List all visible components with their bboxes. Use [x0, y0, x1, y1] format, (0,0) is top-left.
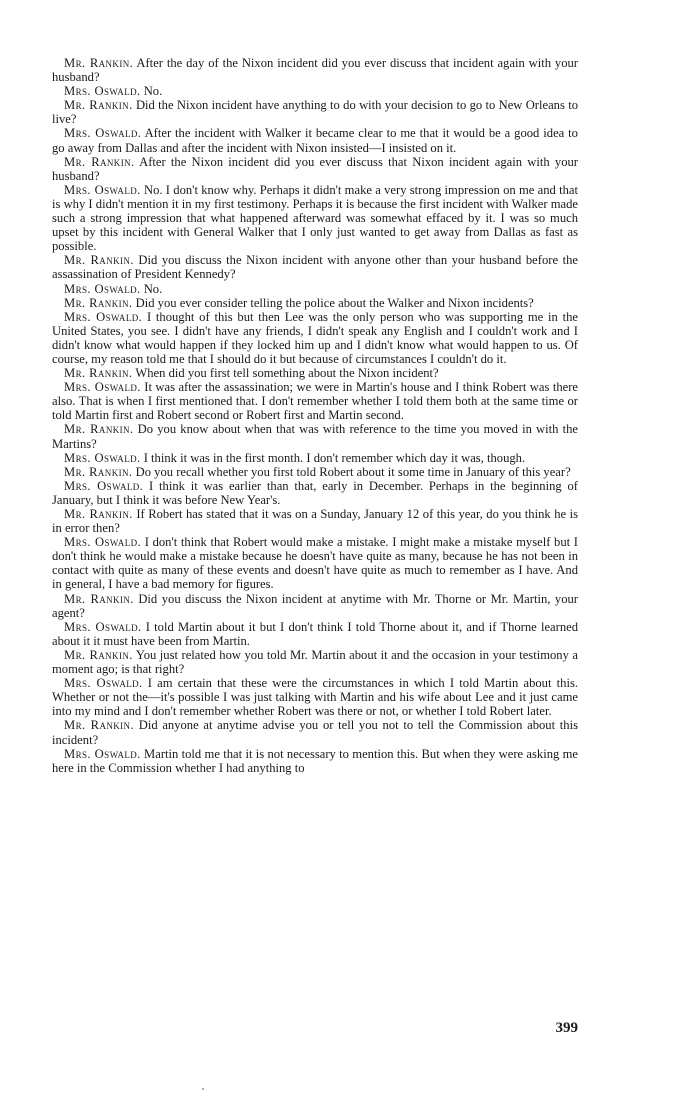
- paragraph-text: Did you discuss the Nixon incident with anyone other than your husband before the assassination of President Kennedy?: [52, 253, 578, 282]
- speaker-name: Mrs. Oswald.: [64, 450, 141, 465]
- page-number: 399: [555, 1020, 578, 1036]
- paragraph-text: After the incident with Walker it became clear to me that it would be a good idea to go away from Dallas and after the incident with Nixon insisted—I insisted on it.: [52, 126, 578, 155]
- paragraph: [52, 676, 578, 718]
- speaker-name: Mrs. Oswald.: [64, 380, 141, 395]
- speaker-name: Mr. Rankin.: [64, 718, 134, 733]
- paragraph-text: Did you discuss the Nixon incident at anytime with Mr. Thorne or Mr. Martin, your agent?: [52, 591, 578, 620]
- testimony-page: [52, 56, 578, 775]
- speaker-name: Mr. Rankin.: [64, 647, 133, 662]
- paragraph: [52, 718, 578, 746]
- speaker-name: Mrs. Oswald.: [64, 84, 141, 99]
- speaker-name: Mrs. Oswald.: [64, 182, 141, 197]
- paragraph: [52, 84, 578, 98]
- paragraph: [52, 620, 578, 648]
- speaker-name: Mrs. Oswald.: [64, 746, 141, 761]
- paragraph: [52, 507, 578, 535]
- paragraph: [52, 648, 578, 676]
- paragraph: [52, 126, 578, 154]
- speaker-name: Mr. Rankin.: [64, 98, 133, 113]
- paragraph-text: Did you ever consider telling the police about the Walker and Nixon incidents?: [135, 295, 534, 310]
- speaker-name: Mr. Rankin.: [64, 507, 133, 521]
- paragraph-text: I told Martin about it but I don't think I told Thorne about it, and if Thorne learned about it it must have been from Martin.: [52, 619, 578, 648]
- speaker-name: Mrs. Oswald.: [64, 478, 144, 493]
- paragraph-text: Martin told me that it is not necessary to mention this. But when they were asking me here in the Commission whether I had anything to: [52, 746, 578, 775]
- speaker-name: Mr. Rankin.: [64, 422, 134, 437]
- paragraph-text: No. I don't know why. Perhaps it didn't make a very strong impression on me and that is why I didn't mention it in my first testimony. Perhaps it is because the first incident with Walker made such a strong impression that what happened afterward was somewhat effaced by it. I was so much upset by this incident with General Walker that I only just wanted to get away from Dallas as fast as possible.: [52, 182, 579, 254]
- paragraph-text: You just related how you told Mr. Martin about it and the occasion in your testimony a moment ago; is that right?: [52, 647, 578, 677]
- paragraph: [52, 422, 578, 450]
- speaker-name: Mr. Rankin.: [64, 366, 133, 381]
- paragraph: [52, 98, 578, 126]
- speaker-name: Mr. Rankin.: [64, 56, 134, 70]
- speaker-name: Mr. Rankin.: [64, 591, 134, 606]
- speaker-name: Mrs. Oswald.: [64, 676, 143, 691]
- speaker-name: Mrs. Oswald.: [64, 126, 142, 141]
- paragraph: [52, 155, 578, 183]
- paragraph-text: After the Nixon incident did you ever discuss that Nixon incident again with your husband?: [52, 154, 578, 183]
- paragraph: [52, 282, 578, 296]
- speaker-name: Mrs. Oswald.: [64, 281, 141, 296]
- paragraph: [52, 465, 578, 479]
- speaker-name: Mr. Rankin.: [64, 154, 135, 169]
- paragraph-text: Did anyone at anytime advise you or tell you not to tell the Commission about this incident?: [52, 718, 578, 747]
- speaker-name: Mrs. Oswald.: [64, 535, 142, 550]
- paragraph-text: No.: [143, 84, 163, 99]
- paragraph-text: When did you first tell something about the Nixon incident?: [135, 366, 439, 381]
- speaker-name: Mr. Rankin.: [64, 464, 133, 479]
- speaker-name: Mrs. Oswald.: [64, 309, 143, 324]
- paragraph-text: I think it was in the first month. I don't remember which day it was, though.: [143, 450, 526, 465]
- paragraph-text: I thought of this but then Lee was the only person who was supporting me in the United States, you see. I didn't have any friends, I didn't speak any English and I couldn't work and I didn't know what would happen if they locked him up and I didn't know what would happen to us. Of course, my reason told me that I should do it but because of circumstances I couldn't do it.: [52, 309, 578, 366]
- paragraph: [52, 747, 578, 775]
- paragraph: [52, 451, 578, 465]
- paragraph: [52, 366, 578, 380]
- paragraph: [52, 380, 578, 422]
- paragraph-text: Do you know about when that was with reference to the time you moved in with the Martins?: [52, 422, 579, 451]
- paragraph: [52, 310, 578, 366]
- speaker-name: Mrs. Oswald.: [64, 619, 142, 634]
- paragraph-text: If Robert has stated that it was on a Sunday, January 12 of this year, do you think he is in error then?: [52, 507, 578, 536]
- paragraph: [52, 479, 578, 507]
- paragraph: [52, 183, 578, 253]
- paragraph: [52, 296, 578, 310]
- paragraph-text: It was after the assassination; we were in Martin's house and I think Robert was there also. That is when I first mentioned that. I don't remember whether I told them both at the same time or told Martin first and Robert second or Robert first and Martin second.: [52, 380, 578, 423]
- speaker-name: Mr. Rankin.: [64, 295, 133, 310]
- paragraph-text: I think it was earlier than that, early in December. Perhaps in the beginning of January, but I think it was before New Year's.: [52, 478, 578, 507]
- speaker-name: Mr. Rankin.: [64, 253, 134, 268]
- paragraph-text: Did the Nixon incident have anything to do with your decision to go to New Orleans to live?: [52, 98, 578, 127]
- paragraph-text: After the day of the Nixon incident did you ever discuss that incident again with your husband?: [52, 56, 578, 85]
- scan-speck: [202, 1088, 204, 1090]
- paragraph-text: I don't think that Robert would make a mistake. I might make a mistake myself but I don't think he would make a mistake because he doesn't have quite as many, because he has not been in contact with quite as many of these events and doesn't have quite as much to remember as I have. And in general, I have a bad memory for figures.: [52, 535, 579, 592]
- paragraph: [52, 592, 578, 620]
- paragraph: [52, 56, 578, 84]
- paragraph: [52, 253, 578, 281]
- paragraph: [52, 535, 578, 591]
- paragraph-text: I am certain that these were the circumstances in which I told Martin about this. Whether or not the—it's possible I was just talking with Martin and his wife about Lee and it just came into my mind and I don't remember whether Robert was there or not, or whether I told Robert later.: [52, 676, 578, 719]
- paragraph-text: Do you recall whether you first told Robert about it some time in January of this year?: [135, 464, 571, 479]
- paragraph-text: No.: [143, 281, 163, 296]
